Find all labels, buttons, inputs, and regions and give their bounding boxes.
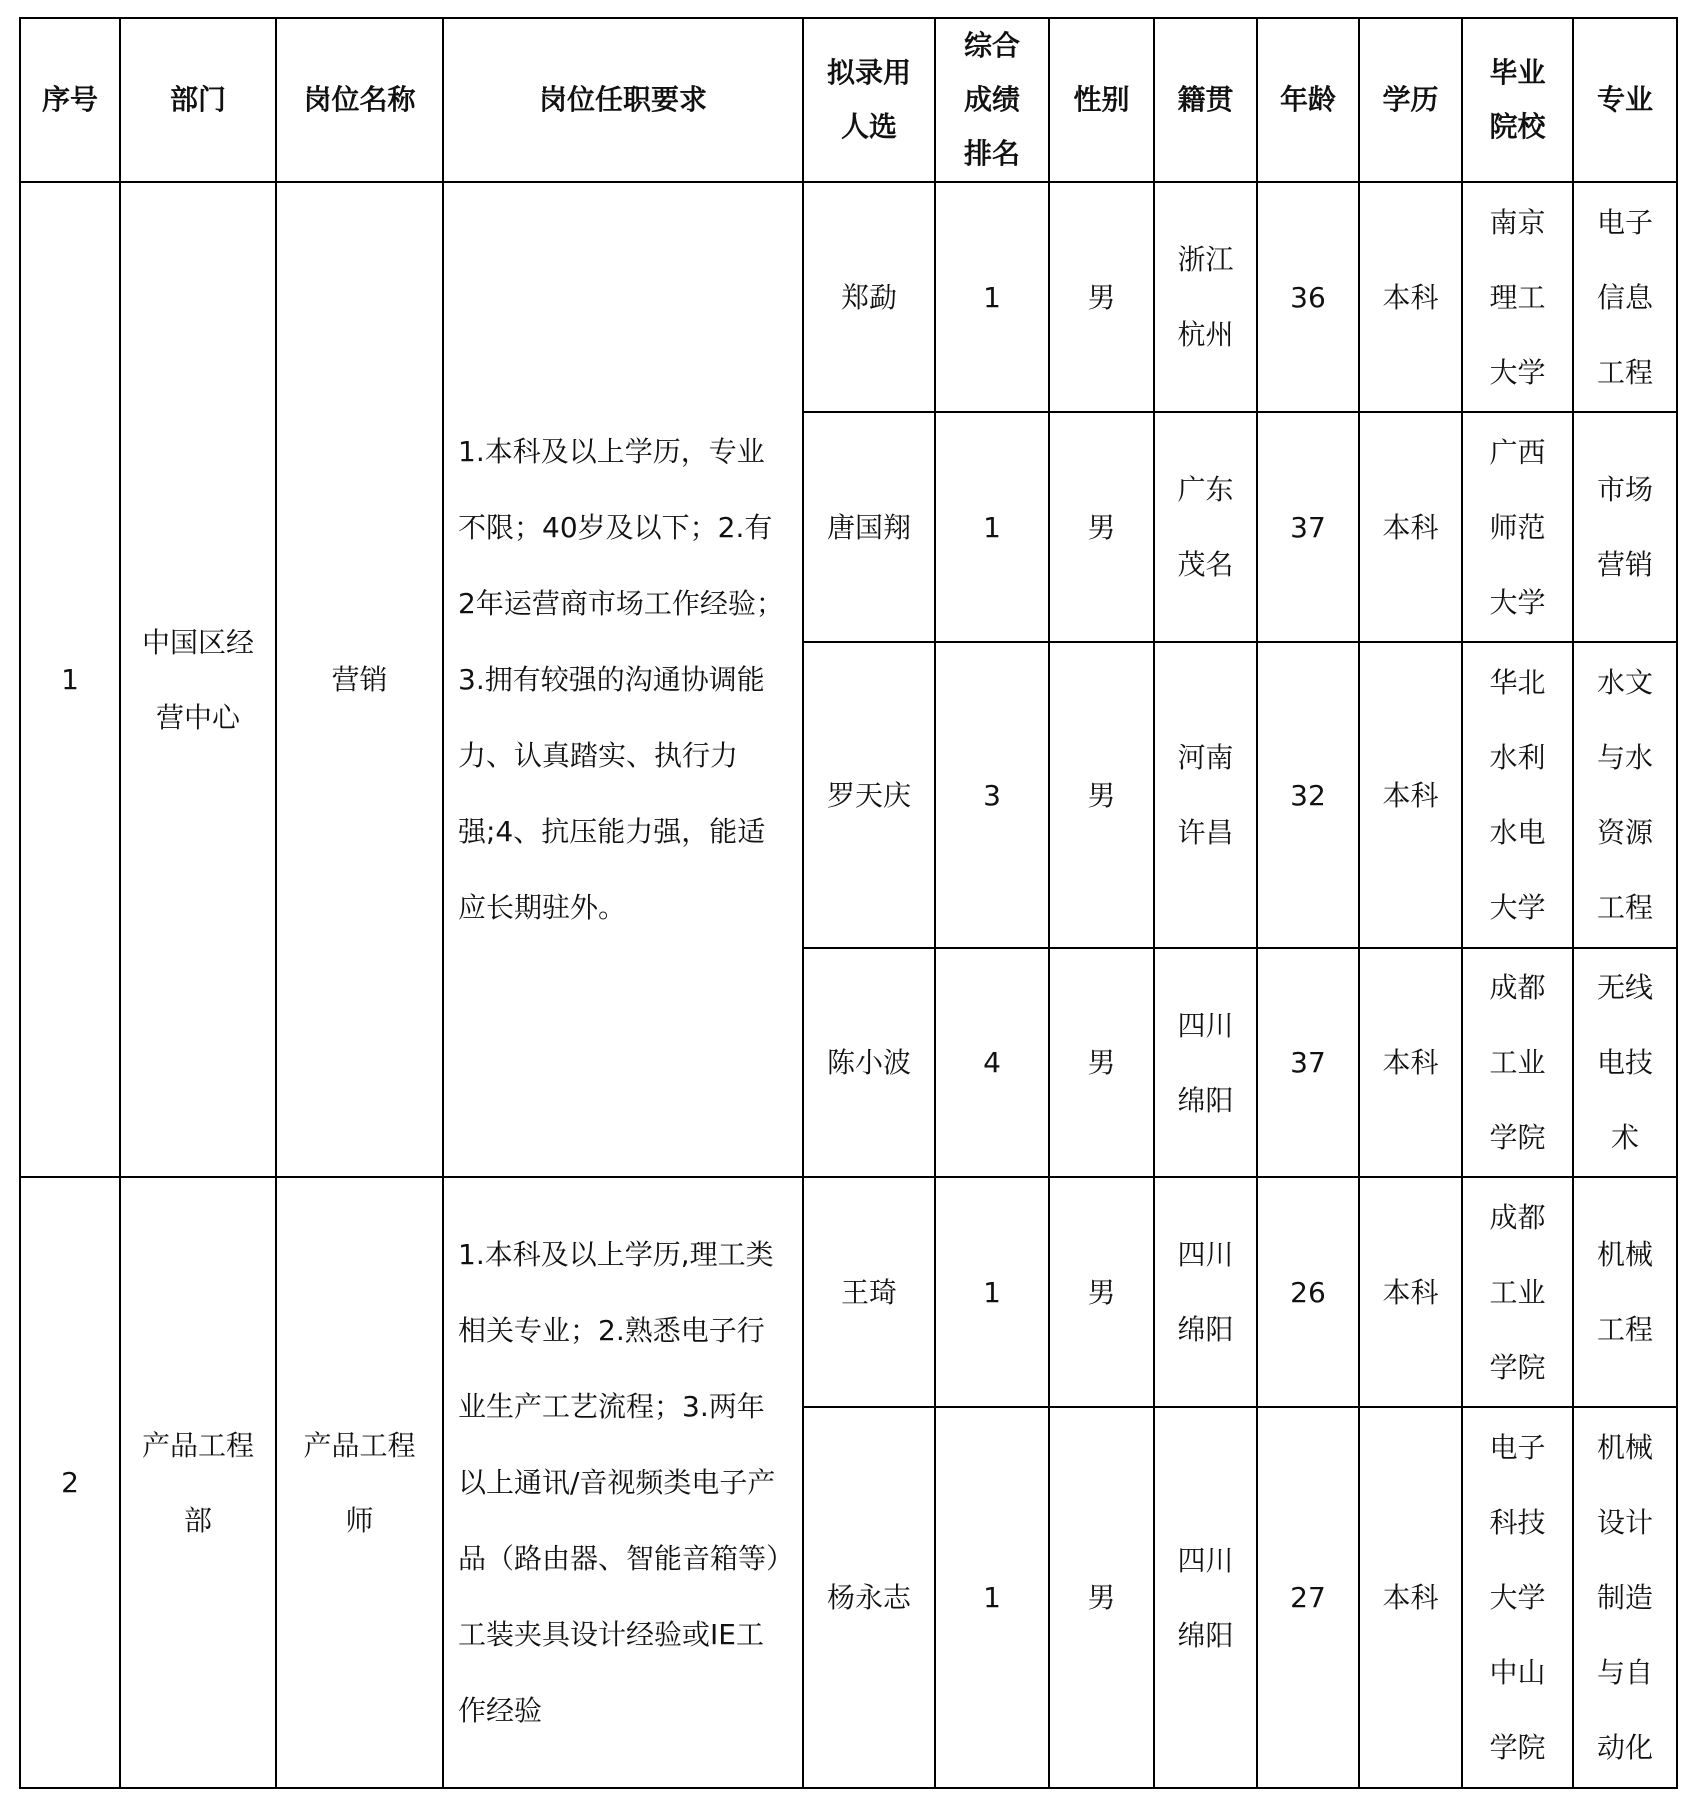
origin-line: 茂名 [1177,548,1234,581]
gender: 男 [1049,1407,1154,1788]
education: 本科 [1359,1177,1462,1407]
education: 本科 [1359,1407,1462,1788]
major-line: 术 [1610,1121,1639,1154]
gender: 男 [1049,182,1154,412]
header-rank-line: 排名 [963,137,1020,170]
origin-line: 浙江 [1177,243,1234,276]
candidate-name: 陈小波 [803,948,935,1177]
education: 本科 [1359,412,1462,642]
origin [1154,1407,1257,1788]
header-rank-line: 综合 [963,29,1020,62]
gender: 男 [1049,1177,1154,1407]
rank: 1 [935,1407,1049,1788]
header-age: 年龄 [1257,18,1359,182]
school-line: 大学 [1489,585,1546,619]
header-rank [935,18,1049,182]
rank: 1 [935,182,1049,412]
requirements: 1.本科及以上学历,理工类相关专业；2.熟悉电子行业生产工艺流程；3.两年以上通讯/音视频类电子产品（路由器、智能音箱等）工装夹具设计经验或IE工作经验 [443,1177,803,1788]
major [1573,642,1677,948]
school-line: 学院 [1489,1121,1546,1154]
rank: 4 [935,948,1049,1177]
school [1462,1407,1573,1788]
origin [1154,182,1257,412]
position-name [276,1177,443,1788]
candidate-name: 王琦 [803,1177,935,1407]
school [1462,642,1573,948]
department-line: 营中心 [155,700,240,734]
school-line: 师范 [1489,510,1546,544]
school-line: 科技 [1489,1506,1546,1539]
age: 26 [1257,1177,1359,1407]
major-line: 工程 [1596,355,1653,389]
origin-line: 广东 [1177,473,1234,506]
header-no: 序号 [20,18,120,182]
school-line: 学院 [1489,1731,1546,1764]
major [1573,948,1677,1177]
origin-line: 许昌 [1177,816,1234,849]
header-major: 专业 [1573,18,1677,182]
major-line: 与水 [1596,741,1653,774]
major-line: 无线 [1596,971,1653,1004]
age: 37 [1257,948,1359,1177]
major-line: 制造 [1596,1581,1653,1614]
major-line: 机械 [1596,1431,1653,1464]
major [1573,1407,1677,1788]
school-line: 广西 [1489,435,1546,469]
school-line: 大学 [1489,891,1546,924]
education: 本科 [1359,182,1462,412]
gender: 男 [1049,412,1154,642]
school-line: 工业 [1489,1275,1546,1309]
gender: 男 [1049,948,1154,1177]
table-row [20,182,1677,412]
major-line: 水文 [1596,666,1653,699]
origin-line: 四川 [1177,1008,1234,1042]
age: 37 [1257,412,1359,642]
education: 本科 [1359,642,1462,948]
school-line: 工业 [1489,1046,1546,1079]
major [1573,1177,1677,1407]
department [120,1177,276,1788]
school [1462,412,1573,642]
major-line: 营销 [1596,548,1653,581]
origin-line: 四川 [1177,1543,1234,1577]
department-line: 部 [183,1503,212,1537]
candidate-name: 郑勐 [803,182,935,412]
recruitment-table [19,17,1678,1789]
school-line: 电子 [1489,1431,1546,1464]
header-candidate-line: 拟录用 [826,56,911,89]
rank: 1 [935,412,1049,642]
origin [1154,1177,1257,1407]
origin [1154,412,1257,642]
position-name-line: 师 [345,1503,374,1537]
candidate-name: 唐国翔 [803,412,935,642]
major-line: 电子 [1596,205,1653,239]
origin-line: 绵阳 [1177,1313,1234,1346]
major-line: 设计 [1596,1506,1653,1539]
school-line: 南京 [1489,205,1546,239]
header-rank-line: 成绩 [963,83,1020,116]
school-line: 水利 [1489,741,1546,774]
school [1462,1177,1573,1407]
header-candidate [803,18,935,182]
origin-line: 河南 [1177,741,1234,774]
position-name-line: 营销 [331,663,388,696]
school-line: 中山 [1489,1656,1546,1689]
school-line: 华北 [1489,666,1546,699]
position-name [276,182,443,1177]
gender: 男 [1049,642,1154,948]
header-position: 岗位名称 [276,18,443,182]
table-row [20,1177,1677,1407]
school [1462,182,1573,412]
major-line: 机械 [1596,1238,1653,1271]
row-no: 1 [20,182,120,1177]
department-line: 产品工程 [141,1428,254,1462]
school-line: 成都 [1489,1200,1546,1234]
rank: 3 [935,642,1049,948]
school-line: 成都 [1489,971,1546,1004]
school-line: 大学 [1489,355,1546,389]
header-requirements: 岗位任职要求 [443,18,803,182]
requirements: 1.本科及以上学历，专业不限；40岁及以下；2.有2年运营商市场工作经验； 3.拥有较强的沟通协调能力、认真踏实、执行力强;4、抗压能力强，能适应长期驻外。 [443,182,803,1177]
header-dept: 部门 [120,18,276,182]
department-line: 中国区经 [141,625,254,659]
header-origin: 籍贯 [1154,18,1257,182]
header-candidate-line: 人选 [840,110,897,143]
rank: 1 [935,1177,1049,1407]
major-line: 工程 [1596,1313,1653,1346]
header-gender: 性别 [1049,18,1154,182]
candidate-name: 杨永志 [803,1407,935,1788]
candidate-name: 罗天庆 [803,642,935,948]
origin-line: 绵阳 [1177,1083,1234,1117]
row-no: 2 [20,1177,120,1788]
major-line: 工程 [1596,891,1653,924]
major-line: 动化 [1596,1731,1653,1764]
age: 36 [1257,182,1359,412]
origin-line: 绵阳 [1177,1618,1234,1652]
major-line: 电技 [1596,1046,1653,1079]
major [1573,412,1677,642]
major-line: 信息 [1596,280,1653,314]
department [120,182,276,1177]
header-school-line: 毕业 [1489,56,1546,89]
age: 27 [1257,1407,1359,1788]
position-name-line: 产品工程 [303,1428,416,1462]
school-line: 学院 [1489,1350,1546,1384]
education: 本科 [1359,948,1462,1177]
major-line: 与自 [1596,1656,1653,1689]
age: 32 [1257,642,1359,948]
header-row [20,18,1677,182]
major-line: 市场 [1596,473,1653,506]
header-school [1462,18,1573,182]
origin-line: 四川 [1177,1238,1234,1271]
school-line: 大学 [1489,1581,1546,1614]
origin [1154,948,1257,1177]
major [1573,182,1677,412]
origin-line: 杭州 [1177,318,1234,351]
origin [1154,642,1257,948]
school-line: 水电 [1489,816,1546,849]
header-school-line: 院校 [1489,110,1546,143]
school-line: 理工 [1489,280,1546,314]
major-line: 资源 [1596,816,1653,849]
header-education: 学历 [1359,18,1462,182]
school [1462,948,1573,1177]
